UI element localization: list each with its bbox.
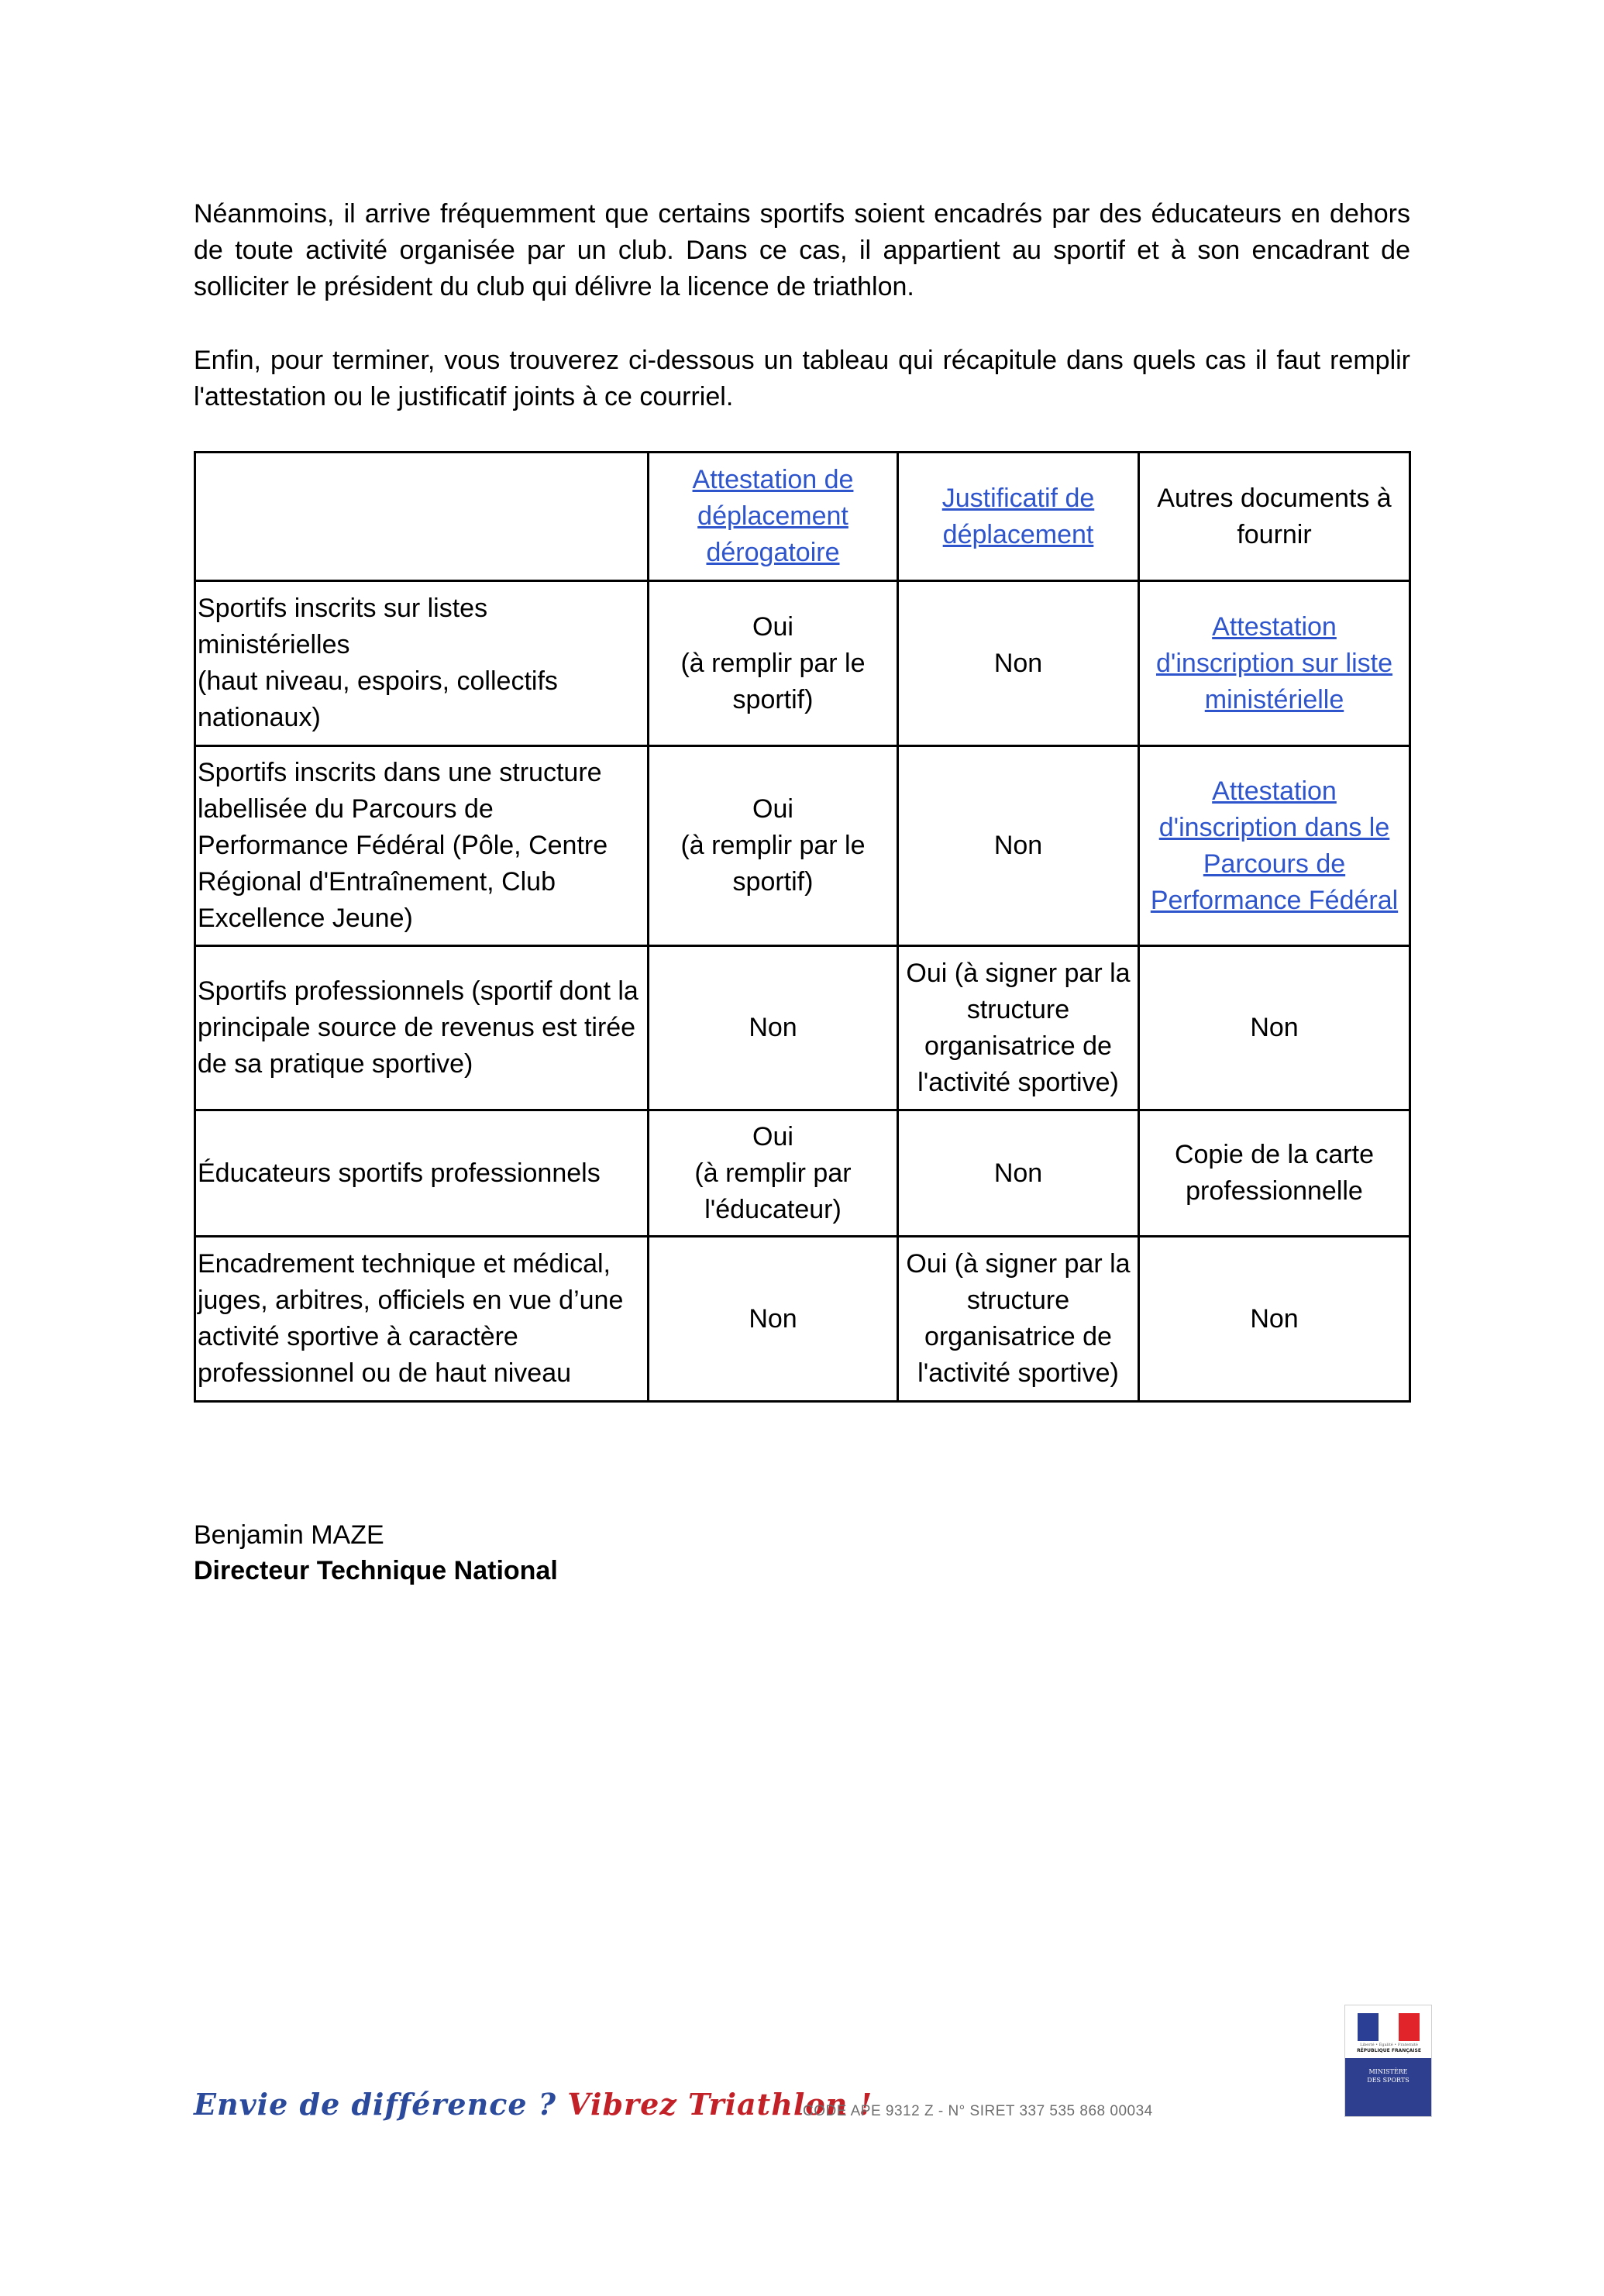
- french-flag-icon: [1358, 2013, 1420, 2041]
- signatory-title: Directeur Technique National: [194, 1556, 558, 1585]
- attestation-cell: Oui (à remplir par le sportif): [649, 581, 898, 746]
- attestation-cell: Oui (à remplir par le sportif): [649, 746, 898, 946]
- autres-cell[interactable]: [1139, 581, 1410, 746]
- row-label: Sportifs inscrits sur listes ministérielles (haut niveau, espoirs, collectifs nationaux): [195, 581, 649, 746]
- paragraph-summary: Enfin, pour terminer, vous trouverez ci-dessous un tableau qui récapitule dans quels cas il faut remplir l'attestation ou le justificatif joints à ce courriel.: [194, 346, 1410, 411]
- logo-republique: RÉPUBLIQUE FRANÇAISE: [1357, 2048, 1421, 2053]
- row-label: Sportifs professionnels (sportif dont la principale source de revenus est tirée de sa pratique sportive): [195, 946, 649, 1110]
- justificatif-cell: Oui (à signer par la structure organisatrice de l'activité sportive): [898, 946, 1139, 1110]
- attestation-link[interactable]: Attestation de déplacement dérogatoire: [692, 465, 854, 567]
- justificatif-cell: Non: [898, 1110, 1139, 1237]
- autres-cell: Copie de la carte professionnelle: [1139, 1110, 1410, 1237]
- autres-cell[interactable]: [1139, 746, 1410, 946]
- table-row: [195, 581, 1410, 746]
- footer-company-code: CODE APE 9312 Z - N° SIRET 337 535 868 00034: [803, 2103, 1153, 2119]
- footer-slogan: [194, 2087, 873, 2122]
- row-label: Sportifs inscrits dans une structure labellisée du Parcours de Performance Fédéral (Pôle, Centre Régional d'Entraînement, Club Excellence Jeune): [195, 746, 649, 946]
- autres-cell: Non: [1139, 1237, 1410, 1402]
- table-row: [195, 1110, 1410, 1237]
- table-row: [195, 946, 1410, 1110]
- logo-ministry-band: [1345, 2058, 1431, 2116]
- attestation-liste-ministerielle-link[interactable]: Attestation d'inscription sur liste ministérielle: [1155, 611, 1393, 714]
- logo-motto: Liberté • Égalité • Fraternité: [1360, 2043, 1418, 2047]
- header-justificatif[interactable]: [898, 453, 1139, 581]
- summary-table: [194, 451, 1411, 1403]
- signature-block: [194, 1517, 558, 1589]
- attestation-cell: Oui (à remplir par l'éducateur): [649, 1110, 898, 1237]
- row-label: Éducateurs sportifs professionnels: [195, 1110, 649, 1237]
- attestation-cell: Non: [649, 946, 898, 1110]
- paragraph-intro: Néanmoins, il arrive fréquemment que certains sportifs soient encadrés par des éducateurs en dehors de toute activité organisée par un club. Dans ce cas, il appartient au sportif et à son encadrant de solliciter le président du club qui délivre la licence de triathlon.: [194, 199, 1410, 301]
- justificatif-cell: Oui (à signer par la structure organisatrice de l'activité sportive): [898, 1237, 1139, 1402]
- attestation-parcours-performance-link[interactable]: Attestation d'inscription dans le Parcours de Performance Fédéral: [1150, 776, 1399, 915]
- header-autres-documents: Autres documents à fournir: [1139, 453, 1410, 581]
- justificatif-cell: Non: [898, 581, 1139, 746]
- header-empty: [195, 453, 649, 581]
- logo-ministry-text: MINISTÈRE DES SPORTS: [1367, 2068, 1410, 2084]
- slogan-part-red: Vibrez Triathlon !: [567, 2087, 873, 2122]
- table-row: [195, 746, 1410, 946]
- table-header-row: [195, 453, 1410, 581]
- header-attestation[interactable]: [649, 453, 898, 581]
- justificatif-cell: Non: [898, 746, 1139, 946]
- table-row: [195, 1237, 1410, 1402]
- autres-cell: Non: [1139, 946, 1410, 1110]
- row-label: Encadrement technique et médical, juges, arbitres, officiels en vue d’une activité sportive à caractère professionnel ou de haut niveau: [195, 1237, 649, 1402]
- ministry-logo: [1344, 2005, 1432, 2117]
- signatory-name: Benjamin MAZE: [194, 1520, 384, 1550]
- attestation-cell: Non: [649, 1237, 898, 1402]
- slogan-part-blue: Envie de différence ?: [194, 2087, 568, 2122]
- justificatif-link[interactable]: Justificatif de déplacement: [941, 483, 1095, 549]
